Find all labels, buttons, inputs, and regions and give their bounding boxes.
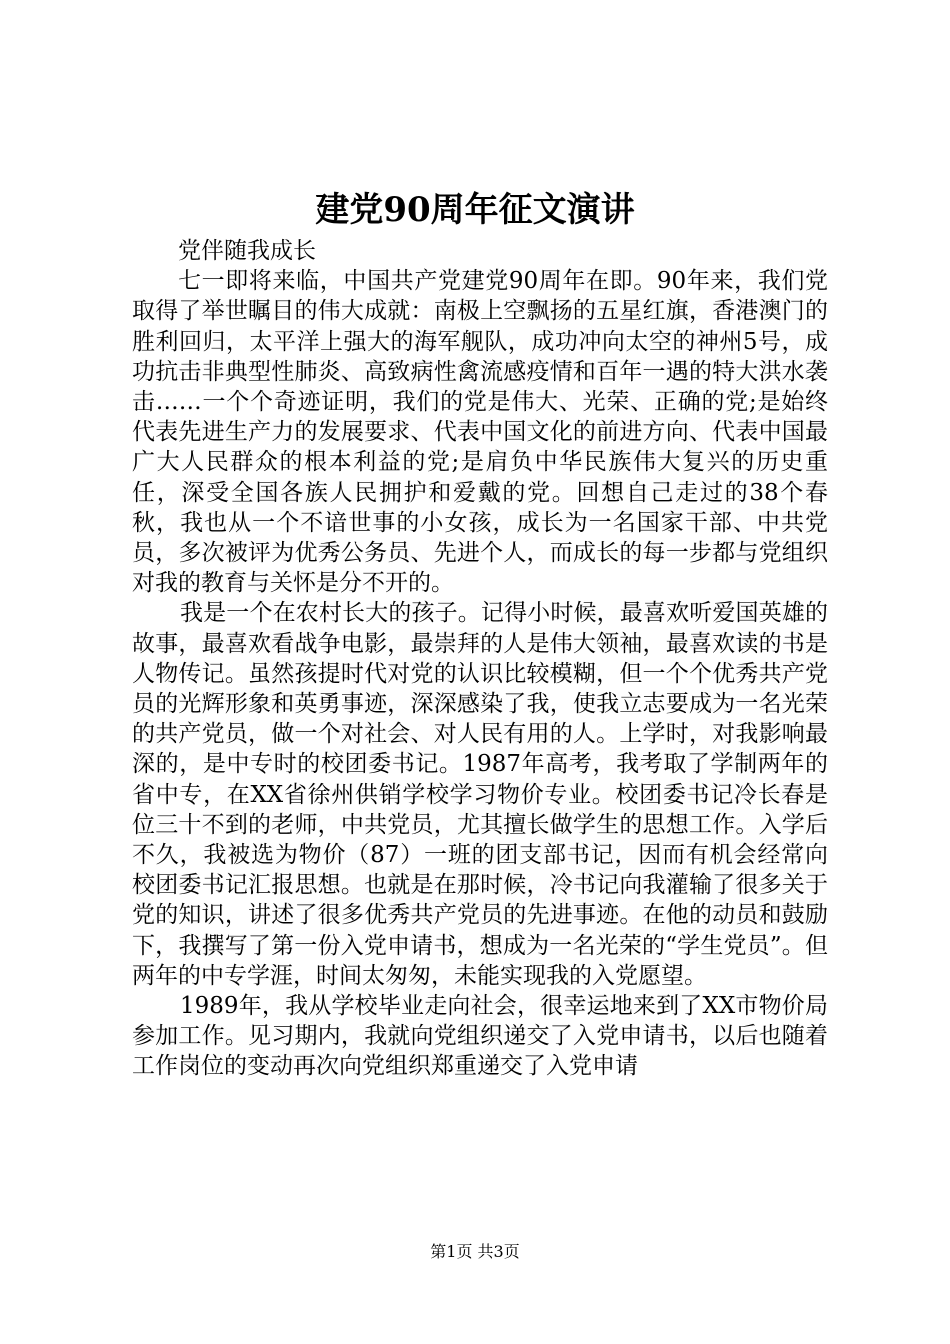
document-body xyxy=(132,236,828,1082)
document-title: 建党90周年征文演讲 xyxy=(315,190,635,230)
page-footer: 第1页 共3页 xyxy=(430,1242,520,1261)
document-subtitle: 党伴随我成长 xyxy=(178,238,316,264)
paragraph-1: 七一即将来临，中国共产党建党90周年在即。90年来，我们党取得了举世瞩目的伟大成就：南极上空飘扬的五星红旗，香港澳门的胜利回归，太平洋上强大的海军舰队，成功冲向太空的神州5号，成功抗击非典型性肺炎、高致病性禽流感疫情和百年一遇的特大洪水袭击……一个个奇迹证明，我们的党是伟大、光荣、正确的党;是始终代表先进生产力的发展要求、代表中国文化的前进方向、代表中国最广大人民群众的根本利益的党;是肩负中华民族伟大复兴的历史重任，深受全国各族人民拥护和爱戴的党。回想自己走过的38个春秋，我也从一个不谙世事的小女孩，成长为一名国家干部、中共党员，多次被评为优秀公务员、先进个人，而成长的每一步都与党组织对我的教育与关怀是分不开的。 xyxy=(132,268,828,597)
paragraph-2: 我是一个在农村长大的孩子。记得小时候，最喜欢听爱国英雄的故事，最喜欢看战争电影，最崇拜的人是伟大领袖，最喜欢读的书是人物传记。虽然孩提时代对党的认识比较模糊，但一个个优秀共产党员的光辉形象和英勇事迹，深深感染了我，使我立志要成为一名光荣的共产党员，做一个对社会、对人民有用的人。上学时，对我影响最深的，是中专时的校团委书记。1987年高考，我考取了学制两年的省中专，在XX省徐州供销学校学习物价专业。校团委书记冷长春是位三十不到的老师，中共党员，尤其擅长做学生的思想工作。入学后不久，我被选为物价（87）一班的团支部书记，因而有机会经常向校团委书记汇报思想。也就是在那时候，冷书记向我灌输了很多关于党的知识，讲述了很多优秀共产党员的先进事迹。在他的动员和鼓励下，我撰写了第一份入党申请书，想成为一名光荣的“学生党员”。但两年的中专学涯，时间太匆匆，未能实现我的入党愿望。 xyxy=(132,600,828,989)
paragraph-3: 1989年，我从学校毕业走向社会，很幸运地来到了XX市物价局参加工作。见习期内，我就向党组织递交了入党申请书，以后也随着工作岗位的变动再次向党组织郑重递交了入党申请 xyxy=(132,993,828,1080)
